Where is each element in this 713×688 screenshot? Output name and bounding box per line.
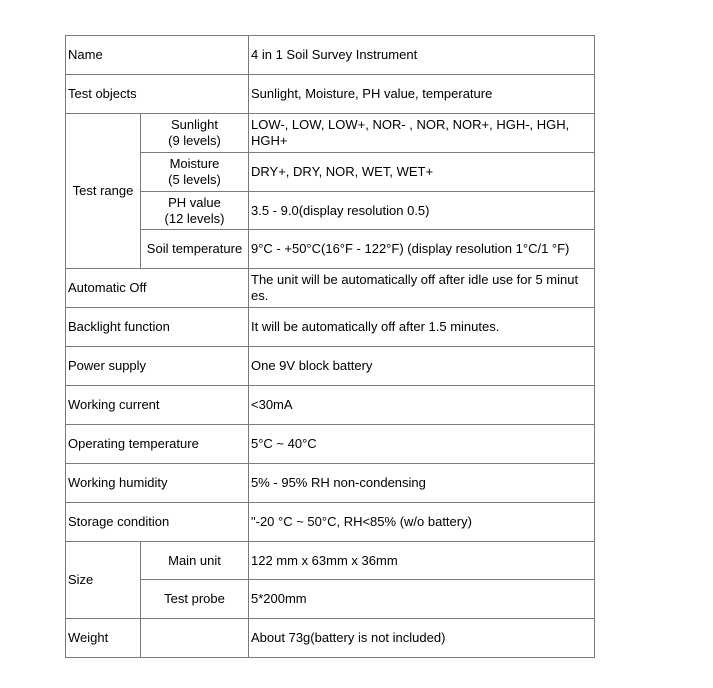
sub-label (141, 619, 249, 658)
row-label: Power supply (66, 347, 249, 386)
table-row-test-range-moisture (66, 152, 595, 191)
row-label: Test range (66, 113, 141, 269)
row-label: Name (66, 36, 249, 75)
table-row-test-range-ph (66, 191, 595, 230)
table-row-size-test-probe (66, 580, 595, 619)
sub-label (141, 113, 249, 152)
sub-label-line1: Sunlight (171, 116, 218, 132)
table-row-operating-temperature (66, 424, 595, 463)
row-label: Storage condition (66, 502, 249, 541)
sub-label: Main unit (141, 541, 249, 580)
table-row-automatic-off (66, 269, 595, 308)
sub-label-line2: (12 levels) (164, 210, 225, 226)
row-label: Automatic Off (66, 269, 249, 308)
sub-label: Test probe (141, 580, 249, 619)
spec-table (65, 35, 595, 658)
row-value: 9°C - +50°C(16°F - 122°F) (display resolution 1°C/1 °F) (249, 230, 595, 269)
row-value: 5*200mm (249, 580, 595, 619)
row-label: Test objects (66, 74, 249, 113)
table-row-working-humidity (66, 463, 595, 502)
row-value: 4 in 1 Soil Survey Instrument (249, 36, 595, 75)
table-row-name (66, 36, 595, 75)
row-value: About 73g(battery is not included) (249, 619, 595, 658)
sub-label-line2: (5 levels) (168, 171, 221, 187)
row-value: One 9V block battery (249, 347, 595, 386)
row-value: LOW-, LOW, LOW+, NOR- , NOR, NOR+, HGH-, HGH, HGH+ (249, 113, 595, 152)
row-value: 3.5 - 9.0(display resolution 0.5) (249, 191, 595, 230)
row-value: It will be automatically off after 1.5 minutes. (249, 308, 595, 347)
row-label: Operating temperature (66, 424, 249, 463)
table-row-backlight (66, 308, 595, 347)
row-label: Working humidity (66, 463, 249, 502)
row-value: <30mA (249, 386, 595, 425)
table-row-test-objects (66, 74, 595, 113)
sub-label-line1: PH value (168, 194, 221, 210)
table-row-test-range-soil-temperature (66, 230, 595, 269)
row-value: Sunlight, Moisture, PH value, temperature (249, 74, 595, 113)
row-label: Weight (66, 619, 141, 658)
row-label: Size (66, 541, 141, 619)
table-row-power-supply (66, 347, 595, 386)
row-value: 5% - 95% RH non-condensing (249, 463, 595, 502)
row-value: 122 mm x 63mm x 36mm (249, 541, 595, 580)
sub-label-line2: (9 levels) (168, 132, 221, 148)
row-value: The unit will be automatically off after idle use for 5 minut es. (249, 269, 595, 308)
table-row-working-current (66, 386, 595, 425)
row-value: DRY+, DRY, NOR, WET, WET+ (249, 152, 595, 191)
row-label: Backlight function (66, 308, 249, 347)
row-value: 5°C ~ 40°C (249, 424, 595, 463)
table-row-storage-condition (66, 502, 595, 541)
table-row-weight (66, 619, 595, 658)
sub-label-line1: Moisture (169, 155, 220, 171)
sub-label (141, 152, 249, 191)
row-value: "-20 °C ~ 50°C, RH<85% (w/o battery) (249, 502, 595, 541)
table-row-test-range-sunlight (66, 113, 595, 152)
table-row-size-main-unit (66, 541, 595, 580)
sub-label: Soil temperature (141, 230, 249, 269)
row-label: Working current (66, 386, 249, 425)
sub-label (141, 191, 249, 230)
